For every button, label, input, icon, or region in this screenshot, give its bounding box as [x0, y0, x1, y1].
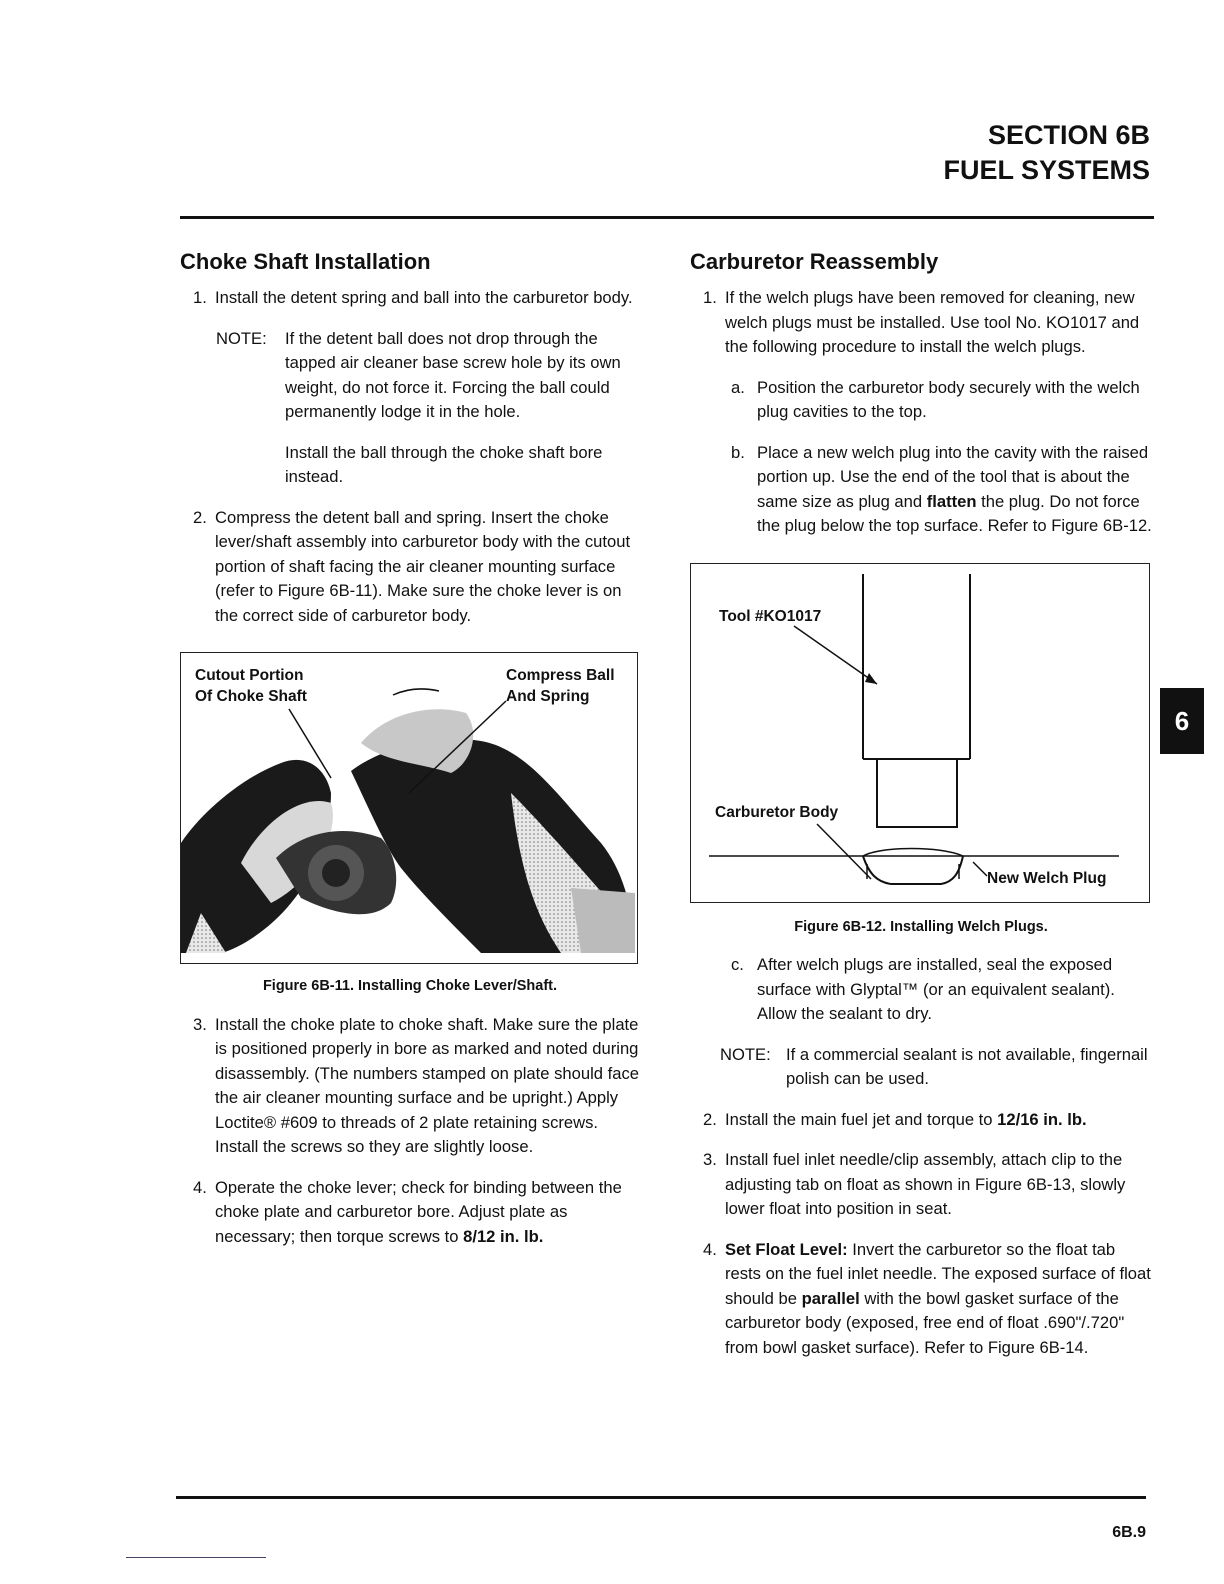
right-column: [690, 248, 1152, 1376]
left-column: [180, 248, 640, 1265]
left-note: [180, 327, 640, 425]
step-text: Invert the carburetor so the float tab rests on the fuel inlet needle. The exposed surface of float should be: [725, 1239, 1151, 1308]
header-rule: [180, 216, 1154, 219]
step-text: Install the choke plate to choke shaft. Make sure the plate is positioned properly in bore as marked and noted during disassembly. (The numbers stamped on plate should face the air cleaner mounting surface and be upright.) Apply Loctite® #609 to threads of 2 plate retaining screws. Install the screws so they are slightly loose.: [215, 1014, 639, 1156]
step-text: If the welch plugs have been removed for cleaning, new welch plugs must be installed. Use tool No. KO1017 and the following procedure to install the welch plugs.: [725, 288, 1140, 356]
figure-6b-12: [690, 563, 1150, 903]
page-number: 6B.9: [1112, 1524, 1146, 1541]
note-label: NOTE:: [216, 328, 267, 348]
step-number: 2.: [193, 507, 207, 527]
reassembly-heading: Carburetor Reassembly: [690, 249, 939, 274]
right-sub-a: [690, 376, 1152, 425]
step-number: 3.: [703, 1150, 717, 1169]
section-tab: 6: [1160, 688, 1204, 754]
left-step-4: [180, 1176, 640, 1250]
right-step-4: [690, 1238, 1152, 1361]
sub-text: Position the carburetor body securely with the welch plug cavities to the top.: [757, 377, 1140, 421]
label-carburetor-body: Carburetor Body: [715, 803, 839, 821]
sub-letter: a.: [731, 377, 745, 397]
choke-heading: Choke Shaft Installation: [180, 249, 431, 274]
step-text: Operate the choke lever; check for binding between the choke plate and carburetor bore. Adjust plate as necessary; then torque screws to: [215, 1177, 622, 1246]
right-step-2: [690, 1108, 1152, 1133]
right-sub-b: [690, 441, 1152, 539]
note-text: If a commercial sealant is not available, fingernail polish can be used.: [786, 1044, 1148, 1088]
float-level-label: Set Float Level:: [725, 1239, 848, 1259]
note-label: NOTE:: [720, 1044, 771, 1064]
label-compress: Compress Ball And Spring: [506, 667, 615, 705]
section-title: FUEL SYSTEMS: [943, 155, 1150, 185]
footer-rule: [176, 1496, 1146, 1499]
step-text: Install the main fuel jet and torque to: [725, 1109, 998, 1129]
section-number: SECTION 6B: [987, 120, 1150, 150]
right-step-3: [690, 1148, 1152, 1222]
note-text: If the detent ball does not drop through the tapped air cleaner base screw hole by its own weight, do not force it. Forcing the ball could permanently lodge it in the hole.: [285, 328, 621, 421]
sub-text: After welch plugs are installed, seal the exposed surface with Glyptal™ (or an equivalent sealant). Allow the sealant to dry.: [757, 955, 1115, 1023]
footnote-rule: [126, 1557, 266, 1558]
figure-6b-12-caption: Figure 6B-12. Installing Welch Plugs.: [794, 918, 1048, 935]
parallel-emphasis: parallel: [801, 1288, 860, 1308]
label-cutout: Cutout Portion Of Choke Shaft: [195, 667, 307, 705]
left-step-1: [180, 286, 640, 311]
sub-letter: b.: [731, 442, 745, 462]
right-step-1: [690, 286, 1152, 360]
section-header: [943, 118, 1150, 188]
step-number: 1.: [703, 288, 717, 307]
left-step-3: [180, 1013, 640, 1160]
step-text: Compress the detent ball and spring. Insert the choke lever/shaft assembly into carburetor body with the cutout portion of shaft facing the air cleaner mounting surface (refer to Figure 6B-11). Make sure the choke lever is on the correct side of carburetor body.: [215, 507, 631, 625]
sub-text: Place a new welch plug into the cavity with the raised portion up. Use the end of the tool that is about the same size as plug and: [757, 442, 1149, 511]
right-note: [690, 1043, 1152, 1092]
step-number: 1.: [193, 288, 207, 307]
sub-letter: c.: [731, 955, 744, 974]
step-number: 3.: [193, 1014, 207, 1034]
right-sub-c: [690, 953, 1152, 1027]
step-text: Install the detent spring and ball into the carburetor body.: [215, 288, 633, 307]
step-text-2: with the bowl gasket surface of the carburetor body (exposed, free end of float .690"/.720" from bowl gasket surface). Refer to Figure 6B-14.: [725, 1288, 1125, 1357]
step-number: 4.: [193, 1177, 207, 1197]
label-welch-plug: New Welch Plug: [987, 869, 1107, 887]
torque-value: 12/16 in. lb.: [997, 1109, 1087, 1129]
step-number: 4.: [703, 1239, 717, 1259]
figure-6b-11: [180, 652, 638, 964]
step-text: Install fuel inlet needle/clip assembly, attach clip to the adjusting tab on float as shown in Figure 6B-13, slowly lower float into position in seat.: [725, 1150, 1126, 1218]
label-tool: Tool #KO1017: [719, 607, 822, 625]
note-continued: Install the ball through the choke shaft bore instead.: [285, 442, 603, 486]
left-step-2: [180, 506, 640, 629]
flatten-emphasis: flatten: [926, 491, 977, 511]
step-number: 2.: [703, 1109, 717, 1129]
sub-text-2: the plug. Do not force the plug below the top surface. Refer to Figure 6B-12.: [757, 491, 1152, 535]
figure-6b-11-caption: Figure 6B-11. Installing Choke Lever/Shaft.: [262, 978, 558, 994]
torque-value: 8/12 in. lb.: [463, 1226, 544, 1246]
